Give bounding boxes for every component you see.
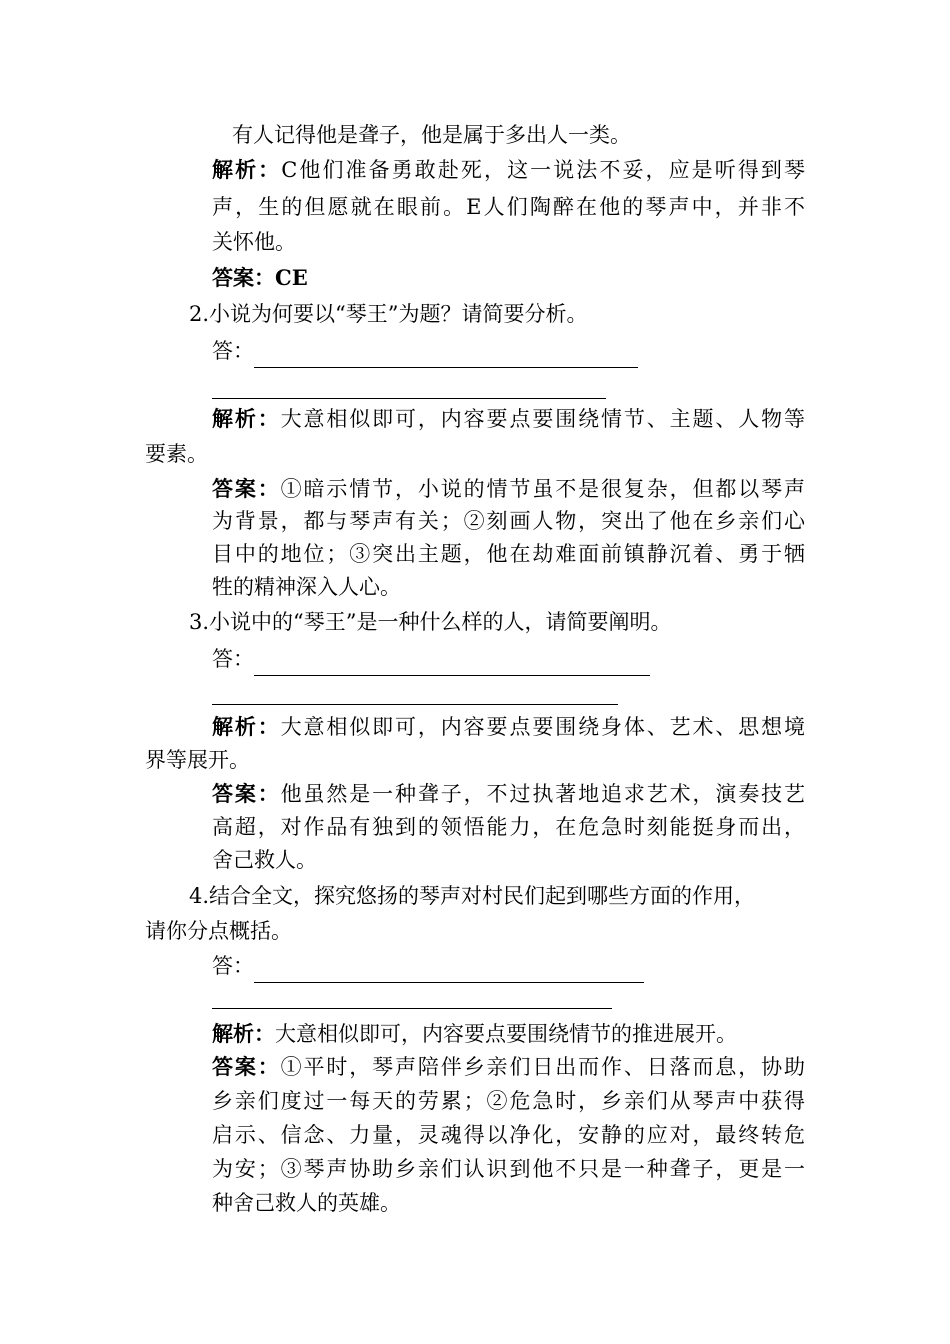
answer-prompt: 答： (212, 647, 254, 671)
text: 大意相似即可，内容要点要围绕情节、主题、人物等 (280, 407, 805, 431)
text: 为背景，都与琴声有关；②刻画人物，突出了他在乡亲们心 (212, 509, 805, 533)
text: 牲的精神深入人心。 (212, 575, 401, 599)
text-line (212, 1152, 805, 1186)
answer-blank-line (212, 334, 638, 368)
text: 为安；③琴声协助乡亲们认识到他不只是一种聋子，更是一 (212, 1157, 805, 1181)
text: 乡亲们度过一每天的劳累；②危急时，乡亲们从琴声中获得 (212, 1089, 805, 1113)
analysis-label: 解析： (212, 157, 282, 182)
question-text: 3.小说中的“琴王”是一种什么样的人，请简要阐明。 (189, 610, 672, 634)
question-text: 4.结合全文，探究悠扬的琴声对村民们起到哪些方面的作用， (189, 884, 756, 908)
text: 大意相似即可，内容要点要围绕情节的推进展开。 (275, 1022, 737, 1046)
text: 舍己救人。 (212, 848, 317, 872)
analysis-line (212, 153, 805, 187)
answer-blank[interactable] (254, 343, 638, 368)
answer-blank[interactable] (212, 398, 606, 399)
text: 有人记得他是聋子，他是属于多出人一类。 (232, 123, 631, 147)
text-line (232, 118, 631, 152)
text: CE (275, 265, 308, 290)
text-line (212, 1186, 401, 1220)
question-2 (189, 297, 588, 331)
text-line (212, 1118, 805, 1152)
text: 启示、信念、力量，灵魂得以净化，安静的应对，最终转危 (212, 1123, 805, 1147)
analysis-line (212, 710, 805, 744)
text: 目中的地位；③突出主题，他在劫难面前镇静沉着、勇于牺 (212, 542, 805, 566)
answer-label: 答案： (212, 781, 281, 806)
answer-prompt: 答： (212, 339, 254, 363)
answer-blank-line (212, 949, 644, 983)
text-line (212, 1084, 805, 1118)
question-4 (189, 879, 755, 913)
text: 界等展开。 (145, 748, 250, 772)
text: 他虽然是一种聋子，不过执著地追求艺术，演奏技艺 (280, 782, 805, 806)
question-3 (189, 605, 672, 639)
answer-blank[interactable] (254, 958, 644, 983)
answer-blank[interactable] (254, 651, 650, 676)
answer-line (212, 1050, 805, 1084)
text: C他们准备勇敢赴死，这一说法不妥，应是听得到琴 (281, 158, 805, 182)
answer-blank[interactable] (212, 704, 618, 705)
text-line (212, 504, 805, 538)
question-text: 2.小说为何要以“琴王”为题？请简要分析。 (189, 302, 588, 326)
answer-label: 答案： (212, 476, 281, 501)
text-line (212, 843, 317, 877)
answer-label: 答案： (212, 1054, 281, 1079)
analysis-label: 解析： (212, 406, 281, 431)
text-line (145, 437, 208, 471)
analysis-label: 解析： (212, 1021, 275, 1046)
analysis-line (212, 1017, 737, 1051)
text-line (145, 914, 292, 948)
text-line (212, 225, 296, 259)
text-line (212, 537, 805, 571)
text: 要素。 (145, 442, 208, 466)
text-line (212, 810, 805, 844)
text: ①平时，琴声陪伴乡亲们日出而作、日落而息，协助 (280, 1055, 805, 1079)
answer-blank-line (212, 642, 650, 676)
text: 关怀他。 (212, 230, 296, 254)
text-line (145, 743, 250, 777)
analysis-label: 解析： (212, 714, 281, 739)
answer-prompt: 答： (212, 954, 254, 978)
text: 大意相似即可，内容要点要围绕身体、艺术、思想境 (280, 715, 805, 739)
text: 高超，对作品有独到的领悟能力，在危急时刻能挺身而出， (212, 815, 805, 839)
answer-line (212, 777, 805, 811)
analysis-line (212, 402, 805, 436)
answer-line (212, 472, 805, 506)
text: 声，生的但愿就在眼前。E人们陶醉在他的琴声中，并非不 (212, 195, 805, 219)
answer-label: 答案： (212, 265, 275, 290)
text: 种舍己救人的英雄。 (212, 1191, 401, 1215)
text-line (212, 190, 805, 224)
answer-line (212, 261, 308, 295)
answer-blank[interactable] (212, 1008, 612, 1009)
question-text: 请你分点概括。 (145, 919, 292, 943)
text: ①暗示情节，小说的情节虽不是很复杂，但都以琴声 (280, 477, 805, 501)
text-line (212, 570, 401, 604)
